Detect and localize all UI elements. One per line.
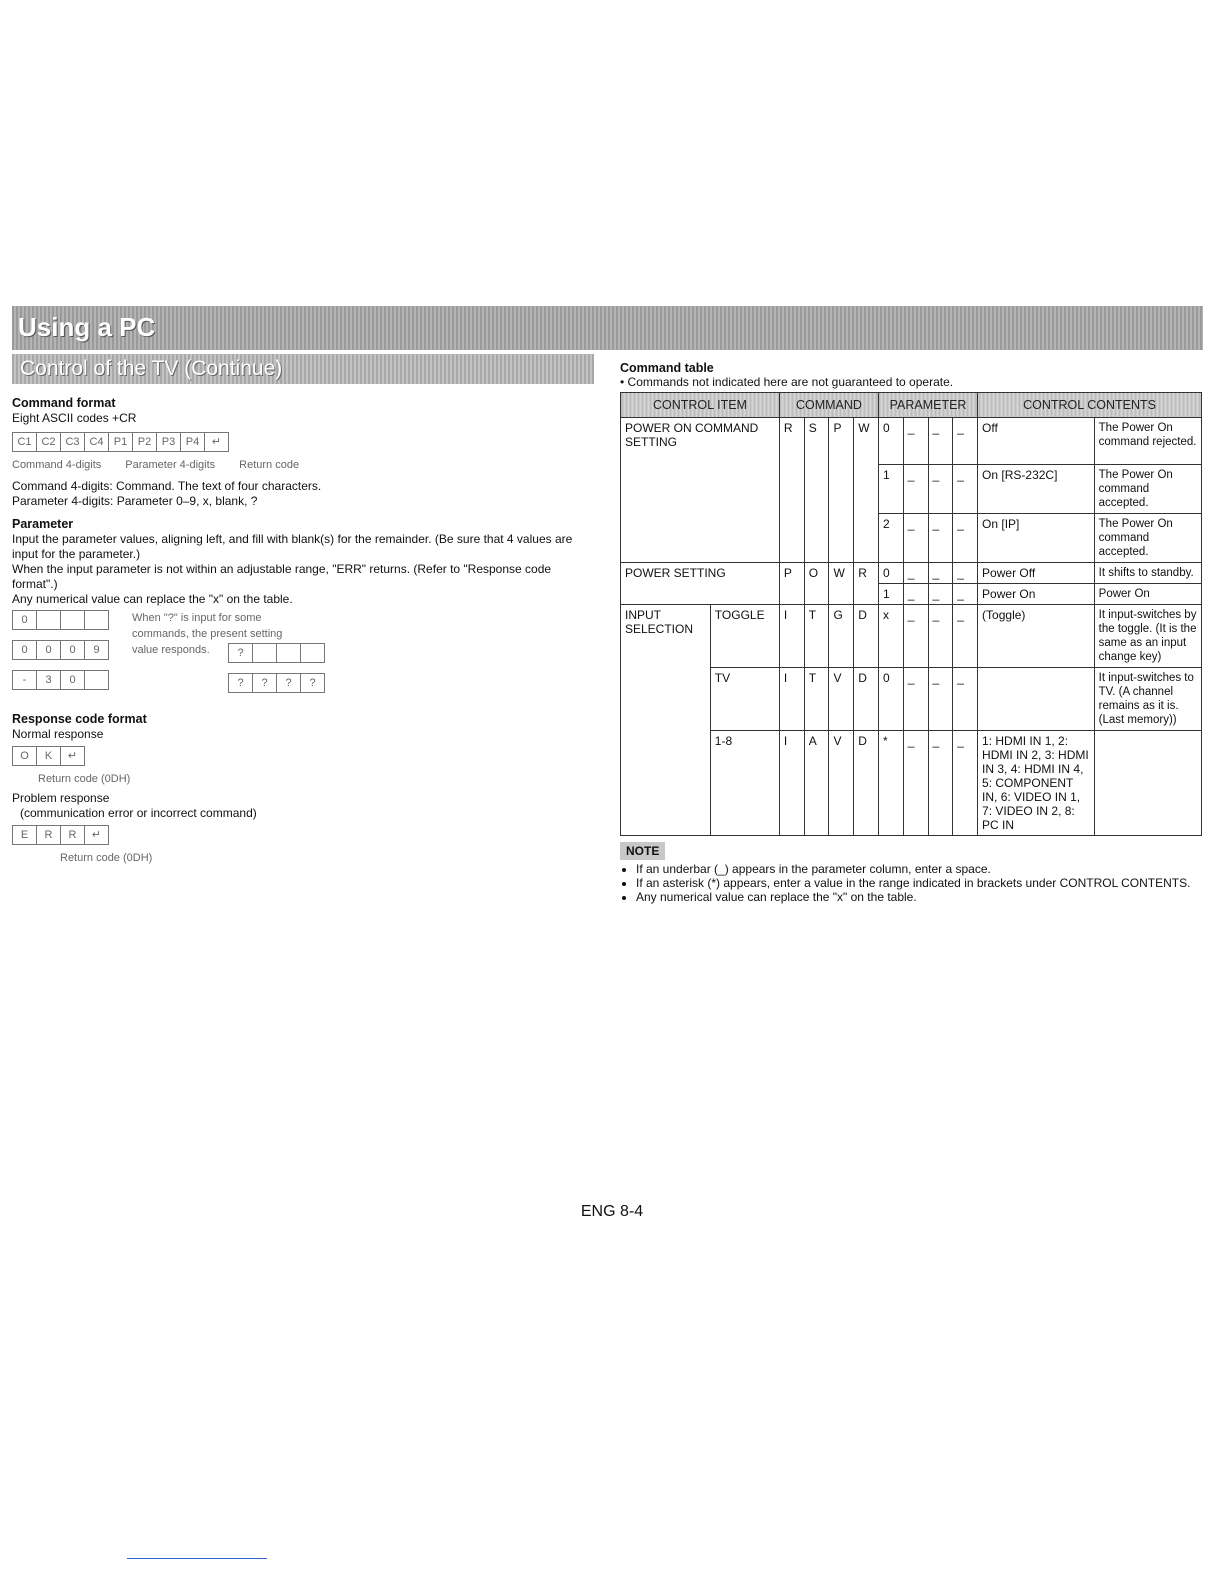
example-row-1 — [12, 610, 108, 630]
command-desc-2: Parameter 4-digits: Parameter 0–9, x, blank, ? — [12, 494, 258, 508]
param-char: _ — [903, 731, 928, 836]
command-format-cells — [12, 432, 592, 452]
note-item: • If an underbar (_) appears in the parameter column, enter a space. — [636, 862, 1205, 876]
parameter-heading: Parameter — [12, 517, 74, 531]
cmd-char: O — [804, 563, 829, 605]
cell: 0 — [60, 640, 85, 660]
cmd-char: W — [829, 563, 854, 605]
parameter-examples — [12, 610, 592, 696]
problem-response-cells — [12, 825, 592, 845]
param-char: _ — [928, 584, 953, 605]
table-row — [621, 418, 1202, 465]
param-char: 1 — [878, 584, 903, 605]
param-char: _ — [903, 563, 928, 584]
cmd-char: R — [854, 563, 879, 605]
section-title: Using a PC — [18, 312, 156, 342]
col-control-contents: CONTROL CONTENTS — [978, 393, 1202, 418]
sub-item-1-8: 1-8 — [710, 731, 779, 836]
cell: P1 — [108, 432, 133, 452]
command-format-captions — [12, 458, 592, 473]
page-number: ENG 8-4 — [580, 1203, 644, 1220]
cell: ? — [300, 673, 325, 693]
caption-return: Return code — [239, 459, 300, 471]
cmd-char: I — [779, 731, 804, 836]
content-value: Power Off — [978, 563, 1095, 584]
item-power-setting: POWER SETTING — [621, 563, 780, 605]
parameter-text-1: Input the parameter values, aligning left, and fill with blank(s) for the remainder. (Be sure that 4 values are input for the parameter.) — [12, 532, 573, 561]
command-table-heading: Command table — [620, 361, 714, 375]
normal-response-label: Normal response — [12, 727, 104, 741]
subsection-title: Control of the TV (Continue) — [20, 357, 283, 380]
cell: ? — [228, 643, 253, 663]
param-char: 0 — [878, 418, 903, 465]
cmd-char: D — [854, 668, 879, 731]
param-char: 0 — [878, 668, 903, 731]
command-format-line: Eight ASCII codes +CR — [12, 411, 137, 425]
cmd-char: W — [854, 418, 879, 563]
cell: E — [12, 825, 37, 845]
sub-item-toggle: TOGGLE — [710, 605, 779, 668]
cell — [36, 610, 61, 630]
cmd-char: T — [804, 668, 829, 731]
return-key-icon: ↵ — [60, 746, 85, 766]
cell — [84, 610, 109, 630]
param-char: _ — [928, 418, 953, 465]
param-char: _ — [903, 668, 928, 731]
cell: K — [36, 746, 61, 766]
cmd-char: A — [804, 731, 829, 836]
cell: - — [12, 670, 37, 690]
param-char: _ — [903, 418, 928, 465]
cmd-char: D — [854, 605, 879, 668]
cell: P3 — [156, 432, 181, 452]
cell — [60, 610, 85, 630]
bottom-rule — [127, 1558, 267, 1559]
section-banner — [12, 306, 1203, 350]
cmd-char: D — [854, 731, 879, 836]
command-format-heading: Command format — [12, 396, 116, 410]
param-char: _ — [928, 563, 953, 584]
cell: 0 — [36, 640, 61, 660]
cell: 0 — [60, 670, 85, 690]
param-char: _ — [953, 731, 978, 836]
problem-response-detail: (communication error or incorrect command) — [20, 806, 257, 820]
note-item: • If an asterisk (*) appears, enter a value in the range indicated in brackets under CONTROL CONTENTS. — [636, 876, 1205, 890]
cell: P2 — [132, 432, 157, 452]
cell: 0 — [12, 640, 37, 660]
table-header-row — [621, 393, 1202, 418]
cell: R — [36, 825, 61, 845]
cmd-char: V — [829, 731, 854, 836]
cell: P4 — [180, 432, 205, 452]
subsection-banner — [12, 354, 594, 384]
content-value: Off — [978, 418, 1095, 465]
table-row — [621, 563, 1202, 584]
left-column — [12, 396, 592, 866]
param-char: _ — [928, 514, 953, 563]
table-row — [621, 605, 1202, 668]
content-desc: The Power On command accepted. — [1094, 514, 1201, 563]
content-desc: It input-switches to TV. (A channel remains as it is. (Last memory)) — [1094, 668, 1201, 731]
item-power-on-command: POWER ON COMMAND SETTING — [621, 418, 780, 563]
param-char: _ — [953, 563, 978, 584]
param-char: _ — [903, 605, 928, 668]
cell: 9 — [84, 640, 109, 660]
content-desc: The Power On command accepted. — [1094, 465, 1201, 514]
content-value — [978, 668, 1095, 731]
cell: O — [12, 746, 37, 766]
cmd-char: V — [829, 668, 854, 731]
cmd-char: I — [779, 668, 804, 731]
note-label: NOTE — [620, 842, 665, 860]
sub-item-tv: TV — [710, 668, 779, 731]
content-value: 1: HDMI IN 1, 2: HDMI IN 2, 3: HDMI IN 3, 4: HDMI IN 4, 5: COMPONENT IN, 6: VIDEO IN 1, 7: VIDEO IN 2, 8: PC IN — [978, 731, 1095, 836]
bullet-text: Commands not indicated here are not guaranteed to operate. — [627, 375, 954, 389]
problem-return-caption: Return code (0DH) — [60, 852, 153, 864]
item-input-selection: INPUT SELECTION — [621, 605, 711, 836]
response-heading: Response code format — [12, 712, 147, 726]
cmd-char: G — [829, 605, 854, 668]
caption-parameter: Parameter 4-digits — [125, 459, 216, 471]
param-char: _ — [953, 668, 978, 731]
param-char: _ — [928, 465, 953, 514]
param-char: _ — [953, 584, 978, 605]
cmd-char: T — [804, 605, 829, 668]
cmd-char: I — [779, 605, 804, 668]
cmd-char: P — [779, 563, 804, 605]
param-char: 1 — [878, 465, 903, 514]
cell: 0 — [12, 610, 37, 630]
content-value: Power On — [978, 584, 1095, 605]
col-command: COMMAND — [779, 393, 878, 418]
content-value: On [RS-232C] — [978, 465, 1095, 514]
cell: C3 — [60, 432, 85, 452]
param-char: x — [878, 605, 903, 668]
col-control-item: CONTROL ITEM — [621, 393, 780, 418]
command-table-bullet: • Commands not indicated here are not guaranteed to operate. — [620, 375, 954, 389]
content-value: (Toggle) — [978, 605, 1095, 668]
content-value: On [IP] — [978, 514, 1095, 563]
example-row-3 — [12, 670, 108, 690]
command-desc-1: Command 4-digits: Command. The text of four characters. — [12, 479, 322, 493]
param-char: * — [878, 731, 903, 836]
param-char: _ — [928, 668, 953, 731]
cell: C2 — [36, 432, 61, 452]
cell — [252, 643, 277, 663]
param-char: 2 — [878, 514, 903, 563]
cmd-char: R — [779, 418, 804, 563]
param-char: _ — [903, 584, 928, 605]
content-desc: Power On — [1094, 584, 1201, 605]
parameter-text-3: Any numerical value can replace the "x" on the table. — [12, 592, 293, 606]
param-char: _ — [928, 605, 953, 668]
param-char: _ — [953, 418, 978, 465]
cell — [300, 643, 325, 663]
normal-response-cells — [12, 746, 592, 766]
return-key-icon: ↵ — [84, 825, 109, 845]
note-list — [620, 862, 1205, 904]
note-item: • Any numerical value can replace the "x" on the table. — [636, 890, 1205, 904]
content-desc: The Power On command rejected. — [1094, 418, 1201, 465]
cell — [276, 643, 301, 663]
problem-response-label: Problem response — [12, 791, 110, 805]
cell: C4 — [84, 432, 109, 452]
content-desc — [1094, 731, 1201, 836]
example-row-2 — [12, 640, 108, 660]
cmd-char: P — [829, 418, 854, 563]
param-char: _ — [903, 514, 928, 563]
cell: C1 — [12, 432, 37, 452]
param-char: _ — [953, 465, 978, 514]
param-char: _ — [953, 514, 978, 563]
cell — [84, 670, 109, 690]
command-table — [620, 392, 1202, 836]
query-note: When "?" is input for some commands, the present setting value responds. — [132, 612, 283, 656]
param-char: 0 — [878, 563, 903, 584]
content-desc: It shifts to standby. — [1094, 563, 1201, 584]
cell: 3 — [36, 670, 61, 690]
content-desc: It input-switches by the toggle. (It is the same as an input change key) — [1094, 605, 1201, 668]
query-row-2 — [228, 673, 324, 693]
normal-return-caption: Return code (0DH) — [38, 773, 131, 785]
cell: R — [60, 825, 85, 845]
cell: ? — [252, 673, 277, 693]
parameter-text-2: When the input parameter is not within an adjustable range, "ERR" returns. (Refer to "Response code format".) — [12, 562, 552, 591]
col-parameter: PARAMETER — [878, 393, 977, 418]
param-char: _ — [953, 605, 978, 668]
param-char: _ — [903, 465, 928, 514]
cell: ? — [228, 673, 253, 693]
right-column — [620, 361, 1205, 904]
cell: ? — [276, 673, 301, 693]
param-char: _ — [928, 731, 953, 836]
return-key-icon: ↵ — [204, 432, 229, 452]
query-row-1 — [228, 643, 324, 663]
cmd-char: S — [804, 418, 829, 563]
caption-command: Command 4-digits — [12, 459, 102, 471]
